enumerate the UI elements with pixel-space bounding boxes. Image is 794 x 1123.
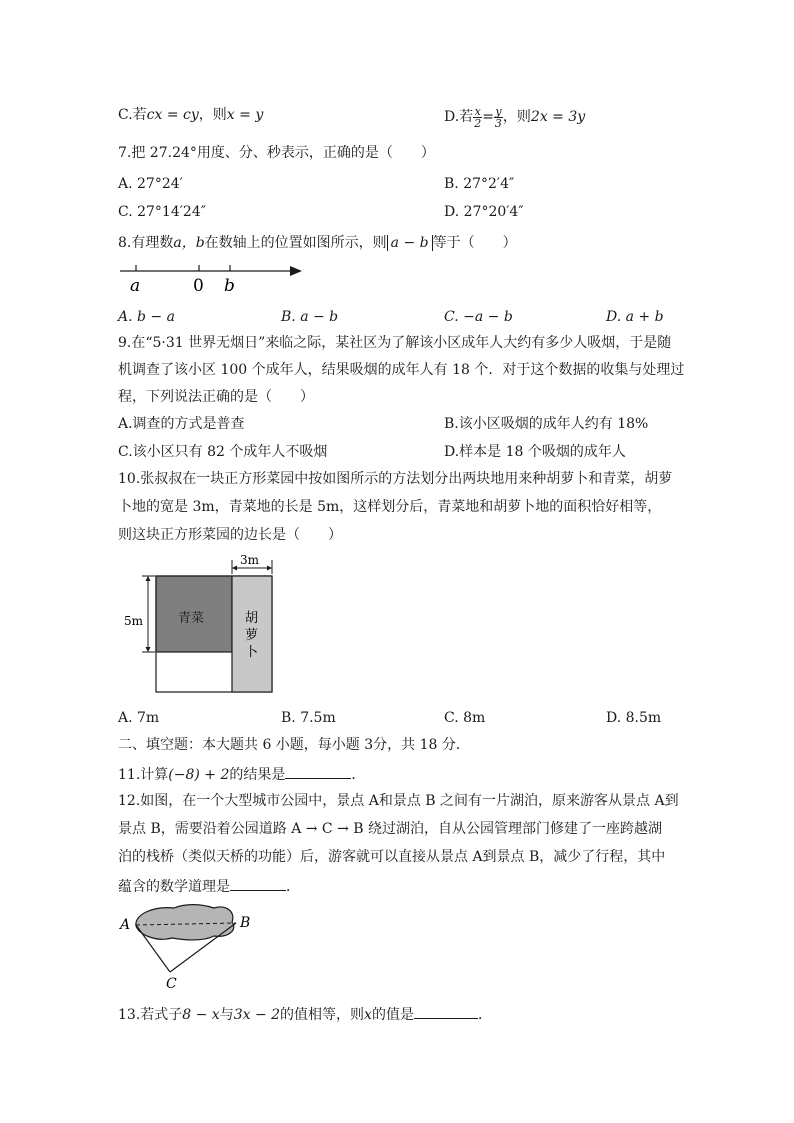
- q10-stem-line-3: 则这块正方形菜园的边长是（ ）: [118, 527, 342, 543]
- point-b-label: B: [240, 915, 251, 931]
- q8-stem: 8.有理数a，b在数轴上的位置如图所示，则 a − b 等于（ ）: [118, 235, 517, 251]
- q9-stem-line-1: 9.在“5·31 世界无烟日”来临之际，某社区为了解该小区成年人大约有多少人吸烟，于是随: [118, 335, 672, 351]
- q7-stem: 7.把 27.24°用度、分、秒表示，正确的是（ ）: [118, 145, 435, 161]
- point-c-label: C: [166, 976, 177, 990]
- q10-stem-line-1: 10.张叔叔在一块正方形菜园中按如图所示的方法划分出两块地用来种胡萝卜和青菜，胡萝: [118, 471, 673, 487]
- q11-expr: (−8) + 2: [168, 767, 230, 783]
- q10-option-b: B. 7.5m: [281, 710, 336, 726]
- q8-option-b: B. a − b: [281, 309, 339, 325]
- q11-answer-blank[interactable]: [285, 764, 351, 779]
- q6-d-frac-x: $\frac{x}{2}$: [474, 104, 482, 130]
- q12-stem-line-2: 景点 B，需要沿着公园道路 A → C → B 绕过湖泊，自从公园管理部门修建了一座跨越湖: [118, 821, 663, 837]
- q13-stem: 13.若式子8 − x与3x − 2的值相等，则x的值是 ．: [118, 1004, 492, 1024]
- q9-option-c: C.该小区只有 82 个成年人不吸烟: [118, 444, 328, 460]
- q8-option-a: A. b − a: [118, 309, 175, 325]
- q13-expr2: 3x − 2: [233, 1007, 281, 1023]
- label-0: 0: [193, 276, 204, 296]
- q9-option-a: A.调查的方式是普查: [118, 416, 245, 432]
- q13-answer-blank[interactable]: [414, 1004, 478, 1019]
- section-2-title: 二、填空题：本大题共 6 小题，每小题 3分，共 18 分．: [118, 737, 470, 753]
- green-plot-label: 青菜: [178, 611, 205, 626]
- q12-stem-line-1: 12.如图，在一个大型城市公园中，景点 A和景点 B 之间有一片湖泊，原来游客从景点 A到: [118, 793, 679, 809]
- label-b: b: [224, 276, 235, 296]
- q8-number-line: [118, 258, 308, 296]
- dim-3m-arrow-left-icon: [232, 566, 237, 571]
- dim-5m-arrow-bottom-icon: [146, 647, 151, 652]
- dim-3m-label: 3m: [240, 553, 260, 567]
- lake-shape: [136, 905, 234, 940]
- dim-5m-label: 5m: [124, 614, 144, 628]
- q12-stem-line-3: 泊的栈桥（类似天桥的功能）后，游客就可以直接从景点 A到景点 B，减少了行程，其中: [118, 849, 666, 865]
- q8-option-d: D. a + b: [606, 309, 664, 325]
- q9-stem-line-2: 机调查了该小区 100 个成年人，结果吸烟的成年人有 18 个．对于这个数据的收集与处理过: [118, 362, 685, 378]
- q8-abs-expr: a − b: [387, 235, 433, 251]
- q10-garden-figure: [118, 552, 283, 697]
- q7-option-a: A. 27°24′: [118, 176, 183, 192]
- point-a-label: A: [120, 917, 131, 933]
- q6-c-expr2: x = y: [226, 107, 264, 123]
- carrot-label-2: 萝: [245, 628, 259, 643]
- q10-option-d: D. 8.5m: [606, 710, 662, 726]
- q12-lake-figure: [118, 898, 263, 990]
- q9-option-d: D.样本是 18 个吸烟的成年人: [444, 444, 626, 460]
- q6-option-d: D.若 $\frac{x}{2}$ = $\frac{y}{3}$ ，则2x = 3y: [444, 104, 586, 130]
- dim-3m-arrow-right-icon: [267, 566, 272, 571]
- q11-stem: 11.计算(−8) + 2的结果是 ．: [118, 764, 365, 784]
- dim-5m-arrow-top-icon: [146, 576, 151, 581]
- carrot-label-1: 胡: [245, 611, 259, 626]
- q9-stem-line-3: 程，下列说法正确的是（ ）: [118, 389, 314, 405]
- q6-d-frac-y: $\frac{y}{3}$: [494, 104, 502, 130]
- q7-option-c: C. 27°14′24″: [118, 204, 206, 220]
- q10-stem-line-2: 卜地的宽是 3m，青菜地的长是 5m，这样划分后，青菜地和胡萝卜地的面积恰好相等，: [118, 499, 662, 515]
- axis-arrow-icon: [290, 266, 302, 276]
- q7-option-d: D. 27°20′4″: [444, 204, 524, 220]
- carrot-label-3: 卜: [245, 645, 259, 660]
- label-a: a: [130, 276, 141, 296]
- q6-c-expr: cx = cy: [146, 107, 199, 123]
- q10-option-c: C. 8m: [444, 710, 486, 726]
- q8-option-c: C. −a − b: [444, 309, 513, 325]
- q12-stem-line-4: 蕴含的数学道理是 ．: [118, 876, 300, 896]
- q13-expr1: 8 − x: [182, 1007, 220, 1023]
- q9-option-b: B.该小区吸烟的成年人约有 18%: [444, 416, 649, 432]
- q6-option-c: C.若cx = cy，则x = y: [118, 107, 264, 123]
- q7-option-b: B. 27°2′4″: [444, 176, 515, 192]
- q12-answer-blank[interactable]: [230, 876, 286, 891]
- q10-option-a: A. 7m: [118, 710, 160, 726]
